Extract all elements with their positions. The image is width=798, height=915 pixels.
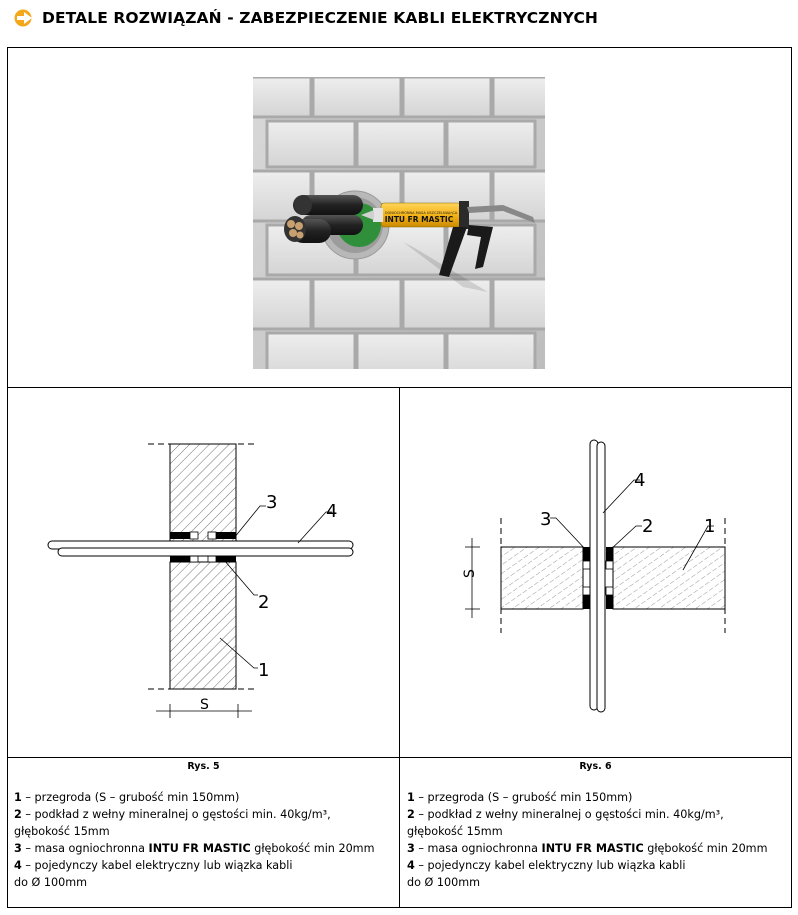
legend-item: 4 – pojedynczy kabel elektryczny lub wiązka kabli do Ø 100mm [407, 859, 686, 889]
page-title: DETALE ROZWIĄZAŃ - ZABEZPIECZENIE KABLI ELEKTRYCZNYCH [42, 9, 599, 27]
figure-5-legend [14, 789, 394, 891]
cable [590, 440, 605, 712]
partition-slab [501, 518, 725, 633]
legend-item: 3 – masa ogniochronna INTU FR MASTIC głębokość min 20mm [407, 842, 768, 855]
legend-item: 1 – przegroda (S – grubość min 150mm) [14, 791, 240, 804]
callout-1: 1 [258, 660, 270, 681]
callout-3: 3 [540, 509, 552, 530]
figure-6-drawing [400, 388, 791, 756]
dimension-label: S [200, 697, 209, 713]
partition-wall [148, 444, 258, 689]
tube-label: INTU FR MASTIC [384, 215, 454, 224]
legend-item: 2 – podkład z wełny mineralnej o gęstości min. 40kg/m³, głębokość 15mm [14, 808, 331, 838]
dimension-label: S [462, 569, 478, 578]
figure-6-caption: Rys. 6 [579, 761, 612, 772]
figure-5-drawing [8, 388, 399, 756]
tube-sublabel: OGNIOCHRONNA MASA USZCZELNIAJĄCA [384, 211, 458, 215]
product-illustration [253, 77, 545, 369]
callout-1: 1 [704, 516, 716, 537]
figure-5-caption: Rys. 5 [187, 761, 220, 772]
callout-4: 4 [634, 470, 646, 491]
callout-2: 2 [258, 592, 270, 613]
legend-item: 1 – przegroda (S – grubość min 150mm) [407, 791, 633, 804]
figure-6-legend [407, 789, 787, 891]
page-header [14, 6, 598, 30]
legend-item: 4 – pojedynczy kabel elektryczny lub wiązka kabli do Ø 100mm [14, 859, 293, 889]
arrow-right-icon [14, 9, 36, 27]
callout-3: 3 [266, 492, 278, 513]
callout-2: 2 [642, 516, 654, 537]
cable [48, 541, 353, 556]
callout-4: 4 [326, 501, 338, 522]
legend-item: 2 – podkład z wełny mineralnej o gęstości min. 40kg/m³, głębokość 15mm [407, 808, 724, 838]
legend-item: 3 – masa ogniochronna INTU FR MASTIC głębokość min 20mm [14, 842, 375, 855]
